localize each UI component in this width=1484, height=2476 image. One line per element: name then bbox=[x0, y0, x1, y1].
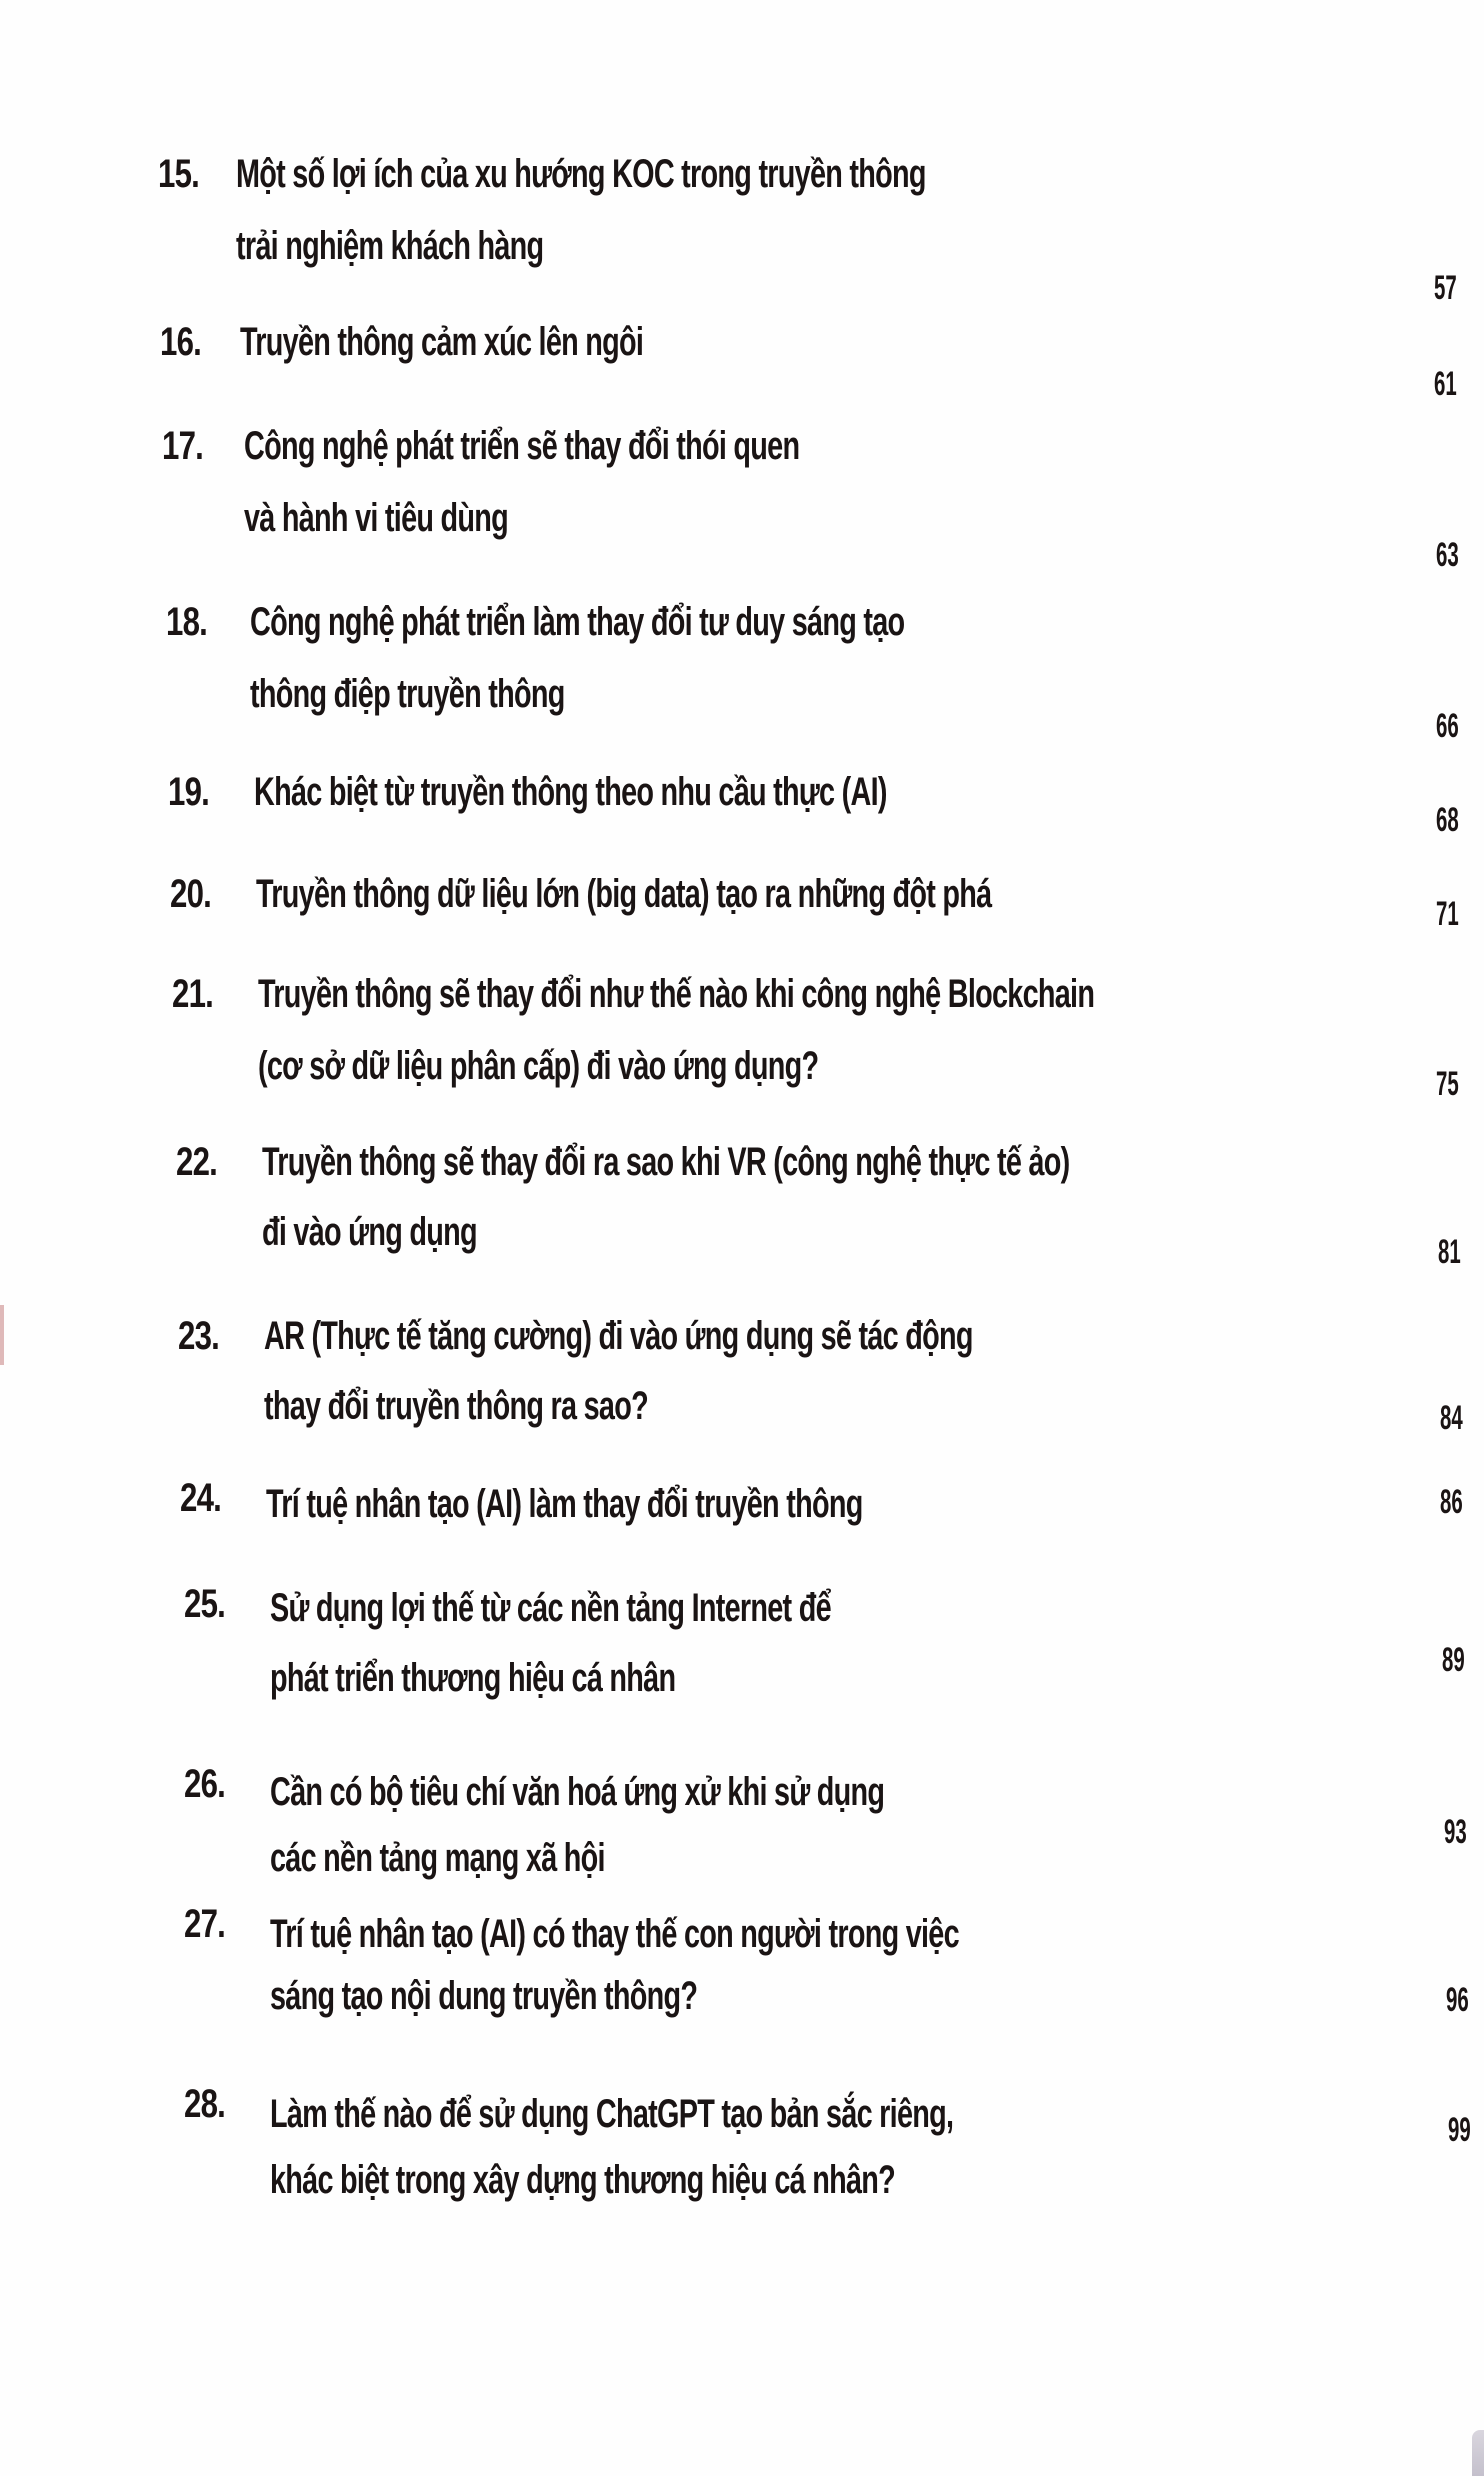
toc-entry-title-line-1: AR (Thực tế tăng cường) đi vào ứng dụng sẽ tác động bbox=[264, 1314, 973, 1358]
toc-entry-number: 20. bbox=[170, 872, 212, 916]
toc-entry-number: 18. bbox=[166, 600, 208, 644]
toc-entry-number: 28. bbox=[184, 2082, 226, 2126]
toc-entry-number: 15. bbox=[158, 152, 200, 196]
toc-entry-title-line-2: phát triển thương hiệu cá nhân bbox=[270, 1656, 676, 1700]
toc-page-number-28: 99 bbox=[1448, 2111, 1471, 2149]
toc-page-number-19: 68 bbox=[1436, 801, 1459, 839]
toc-page-number-25: 89 bbox=[1442, 1641, 1465, 1679]
toc-entry-title-line-2: các nền tảng mạng xã hội bbox=[270, 1836, 605, 1880]
toc-entry-title-line-1: Khác biệt từ truyền thông theo nhu cầu thực (AI) bbox=[254, 770, 887, 814]
toc-page-number-17: 63 bbox=[1436, 536, 1459, 574]
toc-entry-title-line-2: thông điệp truyền thông bbox=[250, 672, 565, 716]
toc-entry-number: 27. bbox=[184, 1902, 226, 1946]
toc-entry-title-line-1: Sử dụng lợi thế từ các nền tảng Internet để bbox=[270, 1586, 831, 1630]
page-corner-curl bbox=[1472, 2430, 1484, 2476]
page-edge-artifact bbox=[0, 1305, 4, 1365]
toc-entry-number: 17. bbox=[162, 424, 204, 468]
toc-page-number-26: 93 bbox=[1444, 1813, 1467, 1851]
toc-page-number-15: 57 bbox=[1434, 269, 1457, 307]
toc-entry-title-line-2: thay đổi truyền thông ra sao? bbox=[264, 1384, 648, 1428]
toc-entry-number: 16. bbox=[160, 320, 202, 364]
toc-entry-title-line-2: khác biệt trong xây dựng thương hiệu cá nhân? bbox=[270, 2158, 896, 2202]
toc-entry-number: 24. bbox=[180, 1476, 222, 1520]
toc-page-number-23: 84 bbox=[1440, 1399, 1463, 1437]
toc-entry-title-line-1: Công nghệ phát triển sẽ thay đổi thói quen bbox=[244, 424, 800, 468]
toc-entry-title-line-1: Làm thế nào để sử dụng ChatGPT tạo bản sắc riêng, bbox=[270, 2092, 954, 2136]
toc-entry-title-line-2: và hành vi tiêu dùng bbox=[244, 496, 509, 540]
toc-entry-number: 19. bbox=[168, 770, 210, 814]
toc-entry-title-line-1: Truyền thông dữ liệu lớn (big data) tạo ra những đột phá bbox=[256, 872, 992, 916]
toc-page-number-20: 71 bbox=[1436, 895, 1459, 933]
toc-entry-title-line-1: Công nghệ phát triển làm thay đổi tư duy sáng tạo bbox=[250, 600, 905, 644]
toc-entry-number: 22. bbox=[176, 1140, 218, 1184]
toc-entry-title-line-2: đi vào ứng dụng bbox=[262, 1210, 477, 1254]
toc-page-number-21: 75 bbox=[1436, 1065, 1459, 1103]
toc-entry-title-line-1: Truyền thông sẽ thay đổi như thế nào khi công nghệ Blockchain bbox=[258, 972, 1095, 1016]
toc-page-number-24: 86 bbox=[1440, 1483, 1463, 1521]
toc-entry-number: 21. bbox=[172, 972, 214, 1016]
toc-page-number-22: 81 bbox=[1438, 1233, 1461, 1271]
toc-entry-title-line-1: Một số lợi ích của xu hướng KOC trong truyền thông bbox=[236, 152, 926, 196]
toc-entry-title-line-1: Trí tuệ nhân tạo (AI) làm thay đổi truyền thông bbox=[266, 1482, 863, 1526]
toc-entry-title-line-2: sáng tạo nội dung truyền thông? bbox=[270, 1974, 698, 2018]
toc-entry-title-line-1: Truyền thông cảm xúc lên ngôi bbox=[240, 320, 644, 364]
toc-entry-title-line-1: Truyền thông sẽ thay đổi ra sao khi VR (công nghệ thực tế ảo) bbox=[262, 1140, 1070, 1184]
toc-entry-title-line-2: (cơ sở dữ liệu phân cấp) đi vào ứng dụng? bbox=[258, 1044, 819, 1088]
toc-page-number-27: 96 bbox=[1446, 1981, 1469, 2019]
toc-page-number-16: 61 bbox=[1434, 365, 1457, 403]
toc-page-number-18: 66 bbox=[1436, 707, 1459, 745]
toc-entry-title-line-1: Cần có bộ tiêu chí văn hoá ứng xử khi sử dụng bbox=[270, 1770, 885, 1814]
toc-entry-title-line-2: trải nghiệm khách hàng bbox=[236, 224, 544, 268]
toc-entry-number: 25. bbox=[184, 1582, 226, 1626]
toc-entry-number: 23. bbox=[178, 1314, 220, 1358]
toc-entry-number: 26. bbox=[184, 1762, 226, 1806]
toc-entry-title-line-1: Trí tuệ nhân tạo (AI) có thay thế con người trong việc bbox=[270, 1912, 959, 1956]
